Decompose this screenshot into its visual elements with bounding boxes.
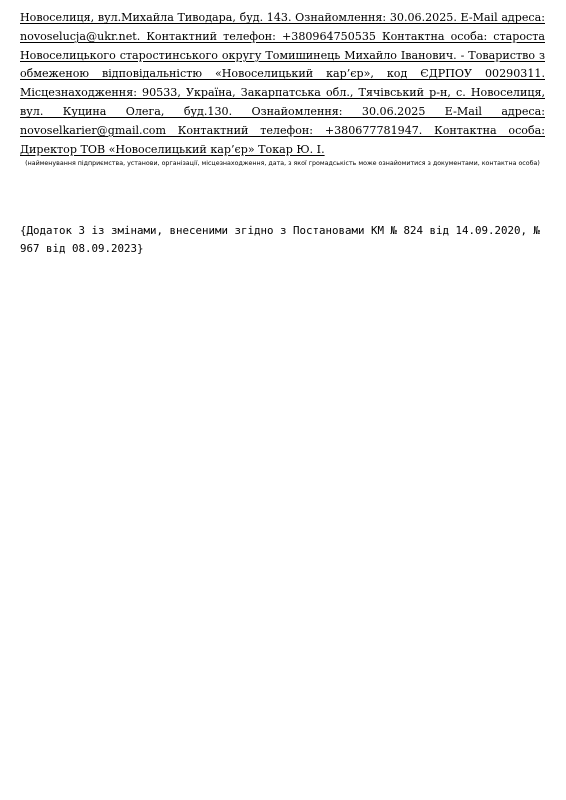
amendment-note: {Додаток 3 із змінами, внесеними згідно з Постановами КМ № 824 від 14.09.2020, № 967 від 08.09.2023} [20, 224, 541, 255]
contact-info-text: Новоселиця, вул.Михайла Тиводара, буд. 143. Ознайомлення: 30.06.2025. E-Mail адреса: novoselucja@ukr.net. Контактний телефон: +380964750535 Контактна особа: староста Новоселицького старостинського округу Томишинець Михайло Іванович. - Товариство з обмеженою відповідальністю «Новоселицький кар’єр», код ЄДРПОУ 00290311. Місцезнаходження: 90533, Україна, Закарпатська обл., Тячівський р-н, с. Новоселиця, вул. Куцина Олега, буд.130. Ознайомлення: 30.06.2025 E-Mail адреса: novoselkarier@gmail.com Контактний телефон: +380677781947. Контактна особа: Директор ТОВ «Новоселицький кар’єр» Токар Ю. І. [20, 11, 545, 156]
field-caption: (найменування підприємства, установи, організації, місцезнаходження, дата, з якої громадськість може ознайомитися з документами, контактна особа) [25, 160, 540, 167]
contact-info-paragraph [20, 9, 545, 159]
